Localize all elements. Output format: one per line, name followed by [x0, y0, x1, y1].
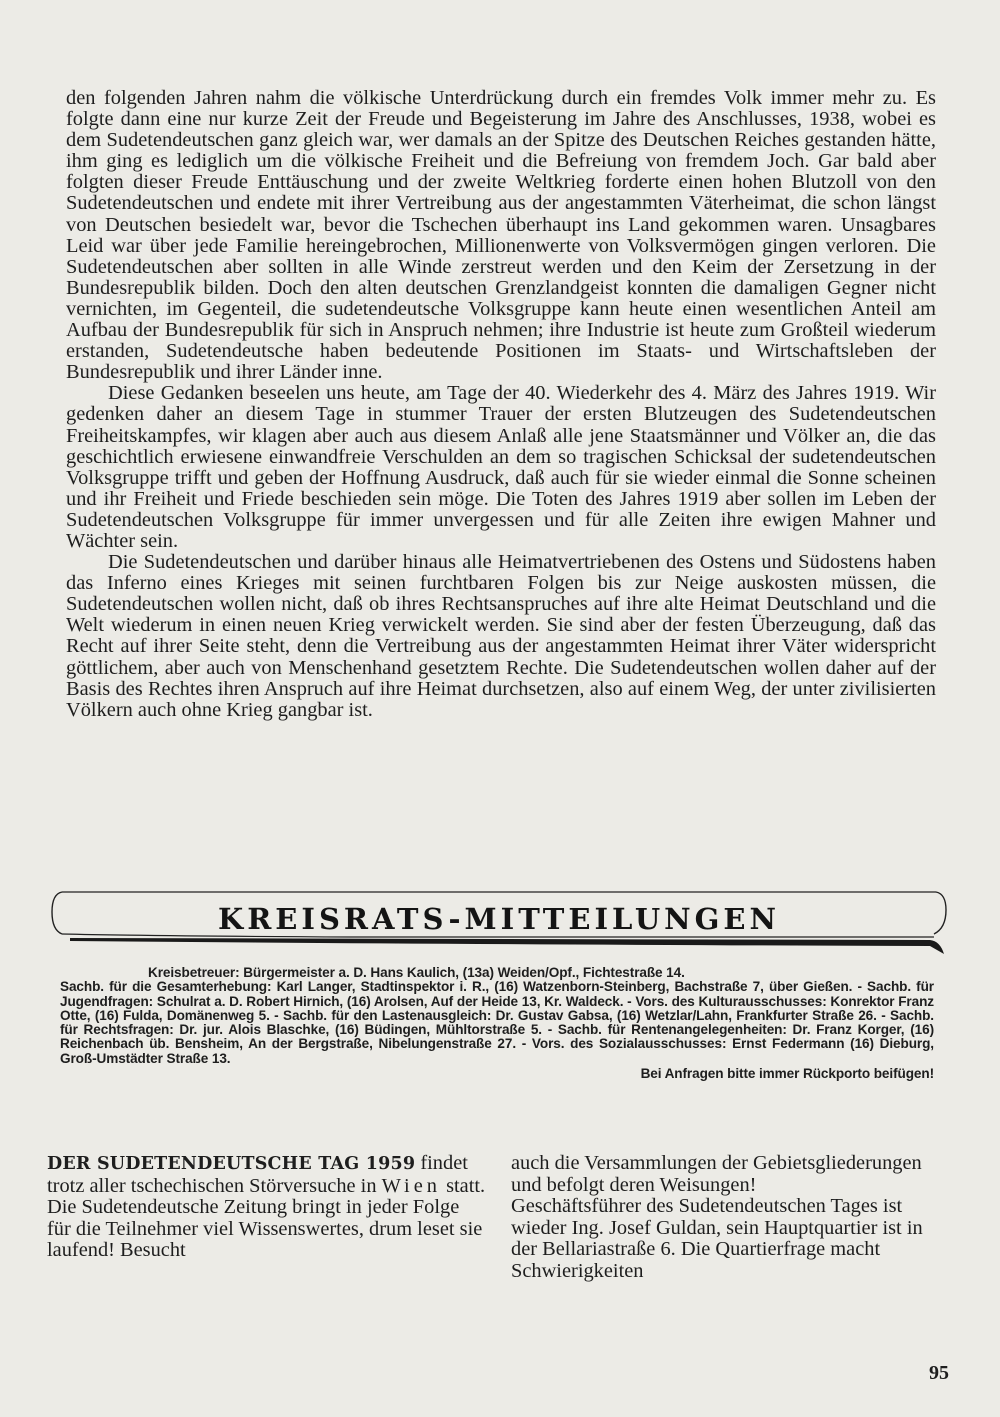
banner-title: KREISRATS-MITTEILUNGEN	[218, 902, 780, 936]
notice-left-column	[47, 1153, 487, 1262]
return-postage-note: Bei Anfragen bitte immer Rückporto beifügen!	[640, 1066, 934, 1082]
officials-list	[60, 966, 934, 1081]
officials-details: Sachb. für die Gesamterhebung: Karl Langer, Stadtinspektor i. R., (16) Watzenborn-Steinberg, Bachstraße 7, über Gießen. - Sachb. für Jugendfragen: Schulrat a. D. Robert Hirnich, (16) Arolsen, Auf der Heide 13, Kr. Waldeck. - Vors. des Kulturausschusses: Konrektor Franz Otte, (16) Fulda, Domänenweg 5. - Sachb. für den Lastenausgleich: Dr. Gustav Gabsa, (16) Wetzlar/Lahn, Frankfurter Straße 26. - Sachb. für Rechtsfragen: Dr. jur. Alois Blaschke, (16) Büdingen, Mühltorstraße 5. - Sachb. für Rentenangelegenheiten: Dr. Franz Korger, (16) Reichenbach üb. Bensheim, An der Bergstraße, Nibelungenstraße 27. - Vors. des Sozialausschusses: Ernst Federmann (16) Dieburg, Groß-Umstädter Straße 13.	[60, 979, 934, 1066]
article-paragraph-2: Diese Gedanken beseelen uns heute, am Tage der 40. Wiederkehr des 4. März des Jahres 1919. Wir gedenken daher an diesem Tage in stummer Trauer der ersten Blutzeugen des Sudetendeutschen Freiheitskampfes, wir klagen aber auch aus diesem Anlaß alle jene Staatsmänner und Völker an, die das geschichtlich erwiesene einwandfreie Verschulden an dem so tragischen Schicksal der sudetendeutschen Volksgruppe trifft und geben der Hoffnung Ausdruck, daß auch für sie wieder einmal die Sonne scheinen und ihr Freiheit und Friede beschieden sein möge. Die Toten des Jahres 1919 aber sollen im Leben der Sudetendeutschen Volksgruppe für immer unvergessen und für alle Zeiten ihre ewigen Mahner und Wächter sein.	[66, 382, 936, 552]
notice-right-column	[511, 1153, 951, 1283]
notice-right-paragraph-2: Geschäftsführer des Sudetendeutschen Tages ist wieder Ing. Josef Guldan, sein Hauptquartier ist in der Bellariastraße 6. Die Quartierfrage macht Schwierigkeiten	[511, 1195, 923, 1282]
notice-lead-b: statt.	[440, 1174, 486, 1197]
notice-paragraph-1	[47, 1153, 487, 1197]
section-banner	[50, 888, 948, 960]
officials-first-line: Kreisbetreuer: Bürgermeister a. D. Hans Kaulich, (13a) Weiden/Opf., Fichtestraße 14.	[148, 965, 685, 980]
article-paragraph-1: den folgenden Jahren nahm die völkische Unterdrückung durch ein fremdes Volk immer mehr zu. Es folgte dann eine nur kurze Zeit der Freude und Begeisterung im Jahre des Anschlusses, 1938, wobei es dem Sudetendeutschen ganz gleich war, wer damals an der Spitze des Deutschen Reiches gestanden hätte, ihm ging es lediglich um die völkische Freiheit und die Befreiung von fremdem Joch. Gar bald aber folgten dieser Freude Enttäuschung und der zweite Weltkrieg forderte einen hohen Blutzoll von den Sudetendeutschen und endete mit ihrer Vertreibung aus der angestammten Väterheimat, die schon längst von Deutschen besiedelt war, bevor die Tschechen überhaupt ins Land gekommen waren. Unsagbares Leid war über jede Familie hereingebrochen, Millionenwerte von Volksvermögen gingen verloren. Die Sudetendeutschen aber sollten in alle Winde zerstreut werden und den Keim der Zersetzung in der Bundesrepublik bilden. Doch den alten deutschen Grenzlandgeist konnten die damaligen Gegner nicht vernichten, im Gegenteil, die sudetendeutsche Volksgruppe kann heute einen wesentlichen Anteil am Aufbau der Bundesrepublik für sich in Anspruch nehmen; ihre Industrie ist heute zum Großteil wiederum erstanden, Sudetendeutsche haben bedeutende Positionen im Staats- und Wirtschaftsleben der Bundesrepublik und ihrer Länder inne.	[66, 87, 936, 384]
page-number: 95	[929, 1362, 949, 1384]
article-paragraph-3: Die Sudetendeutschen und darüber hinaus alle Heimatvertriebenen des Ostens und Südostens haben das Inferno eines Krieges mit seinen furchtbaren Folgen bis zur Neige auskosten müssen, die Sudetendeutschen wollen nicht, daß ob ihres Rechtsanspruches auf ihre alte Heimat Deutschland und die Welt wiederum in einen neuen Krieg verwickelt werden. Sie sind aber der festen Überzeugung, daß das Recht auf ihrer Seite steht, denn die Vertreibung aus der angestammten Heimat ihrer Väter widerspricht göttlichem, aber auch von Menschenhand gesetztem Rechte. Die Sudetendeutschen wollen daher auf der Basis des Rechtes ihren Anspruch auf ihre Heimat durchsetzen, also auf einem Weg, der unter zivilisierten Völkern auch ohne Krieg gangbar ist.	[66, 551, 936, 721]
notice-right-paragraph-1: auch die Versammlungen der Gebietsgliederungen und befolgt deren Weisungen!	[511, 1152, 922, 1196]
notice-headline: DER SUDETENDEUTSCHE TAG 1959	[47, 1154, 416, 1174]
notice-lead-a: findet trotz aller tschechischen Störversuche in	[47, 1152, 468, 1197]
article-body	[66, 88, 936, 721]
notice-paragraph-2: Die Sudetendeutsche Zeitung bringt in jeder Folge für die Teilnehmer viel Wissenswertes, drum leset sie laufend! Besucht	[47, 1196, 483, 1262]
notice-city: Wien	[381, 1174, 441, 1197]
